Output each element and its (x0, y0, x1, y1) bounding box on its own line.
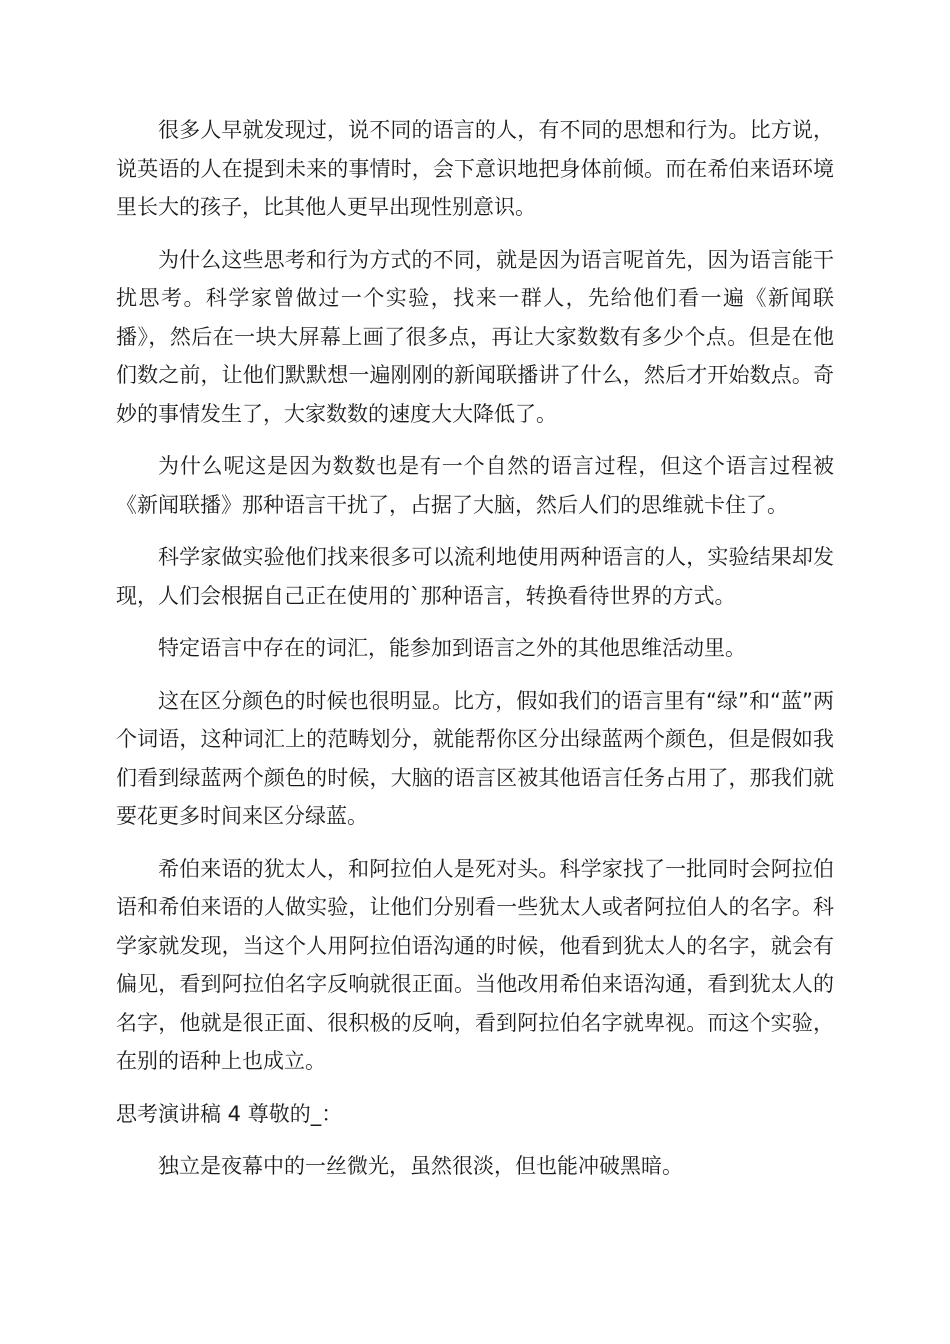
paragraph-2: 为什么这些思考和行为方式的不同，就是因为语言呢首先，因为语言能干扰思考。科学家曾做过一个实验，找来一群人，先给他们看一遍《新闻联播》，然后在一块大屏幕上画了很多点，再让大家数数有多少个点。但是在他们数之前，让他们默默想一遍刚刚的新闻联播讲了什么，然后才开始数点。奇妙的事情发生了，大家数数的速度大大降低了。 (116, 247, 834, 426)
paragraph-5: 特定语言中存在的词汇，能参加到语言之外的其他思维活动里。 (158, 636, 746, 660)
document-page (116, 111, 834, 1200)
paragraph-4: 科学家做实验他们找来很多可以流利地使用两种语言的人，实验结果却发现，人们会根据自己正在使用的`那种语言，转换看待世界的方式。 (116, 545, 834, 608)
paragraph-1: 很多人早就发现过，说不同的语言的人，有不同的思想和行为。比方说，说英语的人在提到未来的事情时，会下意识地把身体前倾。而在希伯来语环境里长大的孩子，比其他人更早出现性别意识。 (116, 118, 834, 219)
paragraph-7: 希伯来语的犹太人，和阿拉伯人是死对头。科学家找了一批同时会阿拉伯语和希伯来语的人做实验，让他们分别看一些犹太人或者阿拉伯人的名字。科学家就发现，当这个人用阿拉伯语沟通的时候，他看到犹太人的名字，就会有偏见，看到阿拉伯名字反响就很正面。当他改用希伯来语沟通，看到犹太人的名字，他就是很正面、很积极的反响，看到阿拉伯名字就卑视。而这个实验，在别的语种上也成立。 (116, 856, 834, 1073)
section-heading: 思考演讲稿 4 尊敬的_： (116, 1101, 343, 1126)
paragraph-6: 这在区分颜色的时候也很明显。比方，假如我们的语言里有“绿”和“蓝”两个词语，这种词汇上的范畴划分，就能帮你区分出绿蓝两个颜色，但是假如我们看到绿蓝两个颜色的时候，大脑的语言区被其他语言任务占用了，那我们就要花更多时间来区分绿蓝。 (116, 688, 834, 828)
paragraph-3: 为什么呢这是因为数数也是有一个自然的语言过程，但这个语言过程被《新闻联播》那种语言干扰了，占据了大脑，然后人们的思维就卡住了。 (116, 454, 834, 517)
paragraph-8: 独立是夜幕中的一丝微光，虽然很淡，但也能冲破黑暗。 (158, 1154, 683, 1178)
